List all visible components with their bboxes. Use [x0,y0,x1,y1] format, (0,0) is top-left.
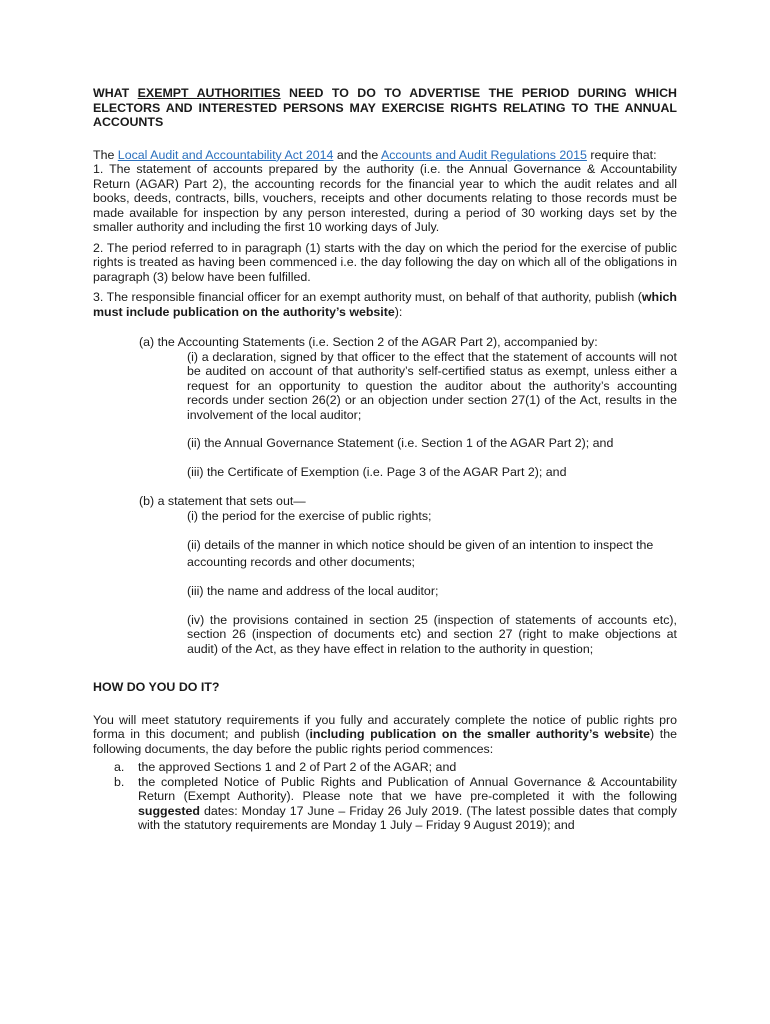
item-a-label: (a) the Accounting Statements (i.e. Section 2 of the AGAR Part 2), accompanied by: [139,335,598,349]
list-marker: a. [114,760,125,774]
link-accounts-audit-regulations[interactable]: Accounts and Audit Regulations 2015 [380,147,587,162]
paragraph-1: 1. The statement of accounts prepared by the authority (i.e. the Annual Governance & Accountability Return (AGAR) Part 2), the accounting records for the financial year to which the audit relates and all books, deeds, contracts, bills, vouchers, receipts and other documents relating to those records must be made available for inspection by any person interested, during a period of 30 working days set by the smaller authority and including the first 10 working days of July. [93,162,677,234]
item-b-sub-i: (i) the period for the exercise of public rights; [187,508,432,523]
item-a-sub-ii: (ii) the Annual Governance Statement (i.e. Section 1 of the AGAR Part 2); and [187,436,614,450]
item-a-sub-iii: (iii) the Certificate of Exemption (i.e. Page 3 of the AGAR Part 2); and [187,464,567,479]
paragraph-2: 2. The period referred to in paragraph (1) starts with the day on which the period for the exercise of public rights is treated as having been commenced i.e. the day following the day on which all of the obligations in paragraph (3) below have been fulfilled. [93,240,677,284]
list-item: b. the completed Notice of Public Rights and Publication of Annual Governance & Accountability Return (Exempt Authority). Please note that we have pre-completed it with the following suggested dates: Monday 17 June – Friday 26 July 2019. (The latest possible dates that comply with the statutory requirements are Monday 1 July – Friday 9 August 2019); and [114,774,677,832]
list-marker: b. [114,774,125,789]
item-b-sub-iii: (iii) the name and address of the local auditor; [187,584,439,598]
item-a-sub-i: (i) a declaration, signed by that officer to the effect that the statement of accounts will not be audited on account of that authority’s self-certified status as exempt, unless either a request for an opportunity to question the auditor about the authority’s accounting records under section 26(2) or an objection under section 27(1) of the Act, results in the involvement of the local auditor; [187,349,677,422]
list-item: a. the approved Sections 1 and 2 of Part 2 of the AGAR; and [114,760,457,774]
documents-list [93,760,677,833]
how-heading: HOW DO YOU DO IT? [93,680,220,694]
item-a-subitems [187,350,677,480]
item-b-sub-iv: (iv) the provisions contained in section 25 (inspection of statements of accounts etc), section 26 (inspection of documents etc) and section 27 (right to make objections at audit) of the Act, as they have effect in relation to the authority in question; [187,612,677,656]
intro-paragraph: The Local Audit and Accountability Act 2014 and the Accounts and Audit Regulations 2015 require that: [93,147,657,162]
item-b-subitems [187,509,677,657]
item-b-label: (b) a statement that sets out— [139,494,306,508]
paragraph-3: 3. The responsible financial officer for an exempt authority must, on behalf of that authority, publish (which must include publication on the authority’s website): [93,290,677,319]
page-title: WHAT EXEMPT AUTHORITIES NEED TO DO TO ADVERTISE THE PERIOD DURING WHICH ELECTORS AND INTERESTED PERSONS MAY EXERCISE RIGHTS RELATING TO THE ANNUAL ACCOUNTS [93,86,677,129]
title-underlined-term: EXEMPT AUTHORITIES [137,86,281,100]
item-b-sub-ii: (ii) details of the manner in which notice should be given of an intention to inspect the accounting records and other documents; [187,538,654,569]
item-a [139,335,677,350]
document-body [93,86,677,833]
how-paragraph: You will meet statutory requirements if you fully and accurately complete the notice of public rights pro forma in this document; and publish (including publication on the smaller authority’s website) the following documents, the day before the public rights period commences: [93,712,677,756]
link-local-audit-act[interactable]: Local Audit and Accountability Act 2014 [117,147,334,162]
item-b [139,494,677,509]
